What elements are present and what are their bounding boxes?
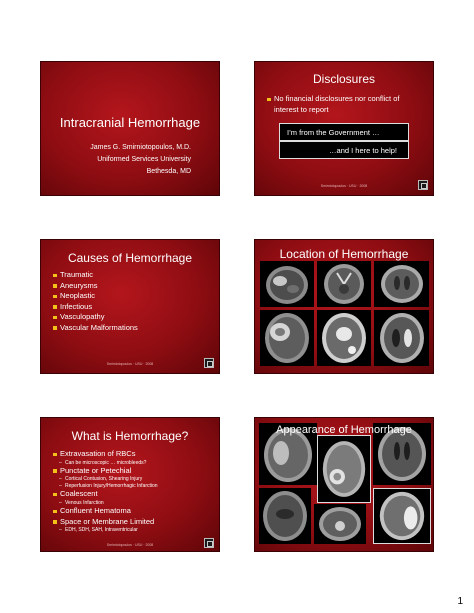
ct-scan-image <box>317 435 371 503</box>
sub-bullet-item: – Can be microscopic … microbleeds? <box>53 460 215 466</box>
slide-title: What is Hemorrhage? <box>71 429 189 443</box>
bullet-item: Confluent Hematoma <box>53 506 215 517</box>
sub-bullet-item: – Venous Infarction <box>53 500 215 506</box>
ct-scan-image <box>259 488 311 544</box>
ct-scan-image <box>314 504 366 544</box>
slide-disclosures <box>254 61 434 196</box>
slide-what-is-hemorrhage <box>40 417 220 552</box>
slide-footer: Smirniotopoulos · USU · 2008 <box>106 362 154 366</box>
author-block <box>90 142 191 178</box>
location: Bethesda, MD <box>146 168 191 175</box>
bullet-item: Punctate or Petechial <box>53 466 215 477</box>
slide-title: Causes of Hemorrhage <box>67 251 193 265</box>
ct-scan-image <box>373 488 431 544</box>
bullet-list <box>53 449 215 534</box>
sub-bullet-item: – Cortical Contusion, Shearing Injury <box>53 476 215 482</box>
page-number: 1 <box>457 596 463 607</box>
logo-icon <box>418 180 428 190</box>
logo-icon <box>204 538 214 548</box>
box-text: I’m from the Government … <box>287 128 380 137</box>
government-box <box>279 123 409 141</box>
bullet-item: Vascular Malformations <box>53 323 213 334</box>
help-box <box>279 141 409 159</box>
ct-scan-image <box>374 310 429 366</box>
bullet-item: Extravasation of RBCs <box>53 449 215 460</box>
bullet-item: Aneurysms <box>53 281 213 292</box>
bullet-item: Vasculopathy <box>53 312 213 323</box>
slide-causes-of-hemorrhage <box>40 239 220 374</box>
sub-bullet-item: – EDH, SDH, SAH, Intraventricular <box>53 527 215 533</box>
logo-icon <box>204 358 214 368</box>
slide-footer: Smirniotopoulos · USU · 2008 <box>320 184 368 188</box>
slide-footer: Smirniotopoulos · USU · 2008 <box>106 543 154 547</box>
ct-scan-image <box>260 310 314 366</box>
ct-scan-image <box>374 261 429 307</box>
bullet-list <box>267 94 423 115</box>
sub-bullet-item: – Reperfusion Injury/Hemorrhagic Infarction <box>53 483 215 489</box>
ct-scan-image <box>317 310 371 366</box>
author-name: James G. Smirniotopoulos, M.D. <box>90 144 191 151</box>
bullet-item: Coalescent <box>53 489 215 500</box>
slide-title: Disclosures <box>312 72 375 86</box>
institution: Uniformed Services University <box>97 156 191 163</box>
bullet-item: Infectious <box>53 302 213 313</box>
bullet-item: Neoplastic <box>53 291 213 302</box>
bullet-item: Traumatic <box>53 270 213 281</box>
ct-scan-image <box>260 261 314 307</box>
slide-location-of-hemorrhage <box>254 239 434 374</box>
bullet-list <box>53 270 213 333</box>
ct-scan-image <box>317 261 371 307</box>
box-text: …and I here to help! <box>329 146 397 155</box>
slide-intracranial-hemorrhage <box>40 61 220 196</box>
bullet-item: Space or Membrane Limited <box>53 517 215 528</box>
slide-title: Location of Hemorrhage <box>279 247 409 261</box>
slide-title: Intracranial Hemorrhage <box>59 115 201 130</box>
slide-title: Appearance of Hemorrhage <box>276 424 412 436</box>
bullet-item: No financial disclosures nor conflict of interest to report <box>267 94 423 115</box>
slide-appearance-of-hemorrhage <box>254 417 434 552</box>
